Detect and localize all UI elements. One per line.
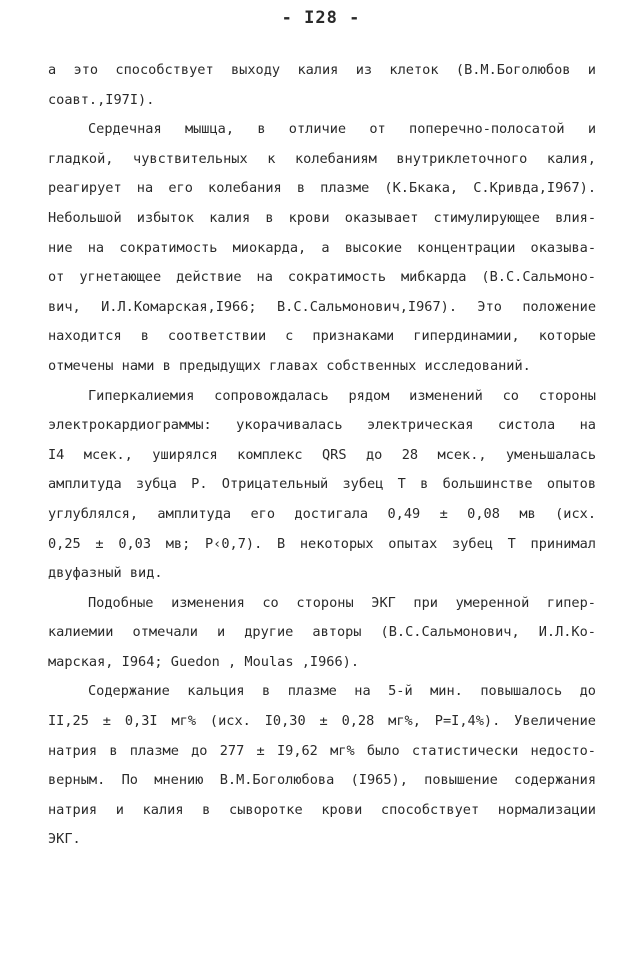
text-line: а это способствует выходу калия из клеток (В.М.Боголюбов и [48, 62, 596, 78]
text-line: натрия и калия в сыворотке крови способствует нормализации [48, 801, 596, 818]
text-line: ние на сократимость миокарда, а высокие концентрации оказыва- [48, 239, 596, 256]
text-line: двуфазный вид. [48, 565, 163, 582]
text-line: соавт.,I97I). [48, 91, 155, 108]
text-line: реагирует на его колебания в плазме (К.Бкака, С.Кривда,I967). [48, 180, 596, 197]
text-line: вич, И.Л.Комарская,I966; В.С.Сальмонович,I967). Это положение [48, 298, 596, 315]
page-number: - I28 - [281, 8, 361, 28]
text-line: электрокардиограммы: укорачивалась электрическая систола на [48, 417, 596, 434]
text-line: Гиперкалиемия сопровождалась рядом изменений со стороны [88, 387, 596, 404]
text-line: II,25 ± 0,3I мг% (исх. I0,30 ± 0,28 мг%, Р=I,4%). Увеличение [48, 713, 596, 730]
text-line: углублялся, амплитуда его достигала 0,49 ± 0,08 мв (исх. [48, 505, 596, 522]
text-line: Небольшой избыток калия в крови оказывает стимулирующее влия- [48, 209, 596, 226]
body-text [48, 56, 596, 855]
text-line: амплитуда зубца Р. Отрицательный зубец Т в большинстве опытов [48, 476, 596, 493]
text-line: гладкой, чувствительных к колебаниям внутриклеточного калия, [48, 150, 596, 167]
text-line: калиемии отмечали и другие авторы (В.С.Сальмонович, И.Л.Ко- [48, 624, 596, 641]
text-line: Подобные изменения со стороны ЭКГ при умеренной гипер- [88, 594, 596, 611]
text-line: верным. По мнению В.М.Боголюбова (I965), повышение содержания [48, 772, 596, 789]
text-line: находится в соответствии с признаками гипердинамии, которые [48, 328, 596, 345]
text-line: 0,25 ± 0,03 мв; Р‹0,7). В некоторых опытах зубец Т принимал [48, 535, 596, 552]
text-line: Сердечная мышца, в отличие от поперечно-полосатой и [88, 121, 596, 138]
text-line: от угнетающее действие на сократимость мибкарда (В.С.Сальмоно- [48, 269, 596, 286]
text-line: ЭКГ. [48, 831, 81, 848]
text-line: I4 мсек., уширялся комплекс QRS до 28 мсек., уменьшалась [48, 446, 596, 463]
text-line: натрия в плазме до 277 ± I9,62 мг% было статистически недосто- [48, 742, 596, 759]
text-line: марская, I964; Guedon , Moulas ,I966). [48, 653, 359, 670]
text-line: Содержание кальция в плазме на 5-й мин. повышалось до [88, 683, 596, 700]
text-line: отмечены нами в предыдущих главах собственных исследований. [48, 357, 531, 374]
